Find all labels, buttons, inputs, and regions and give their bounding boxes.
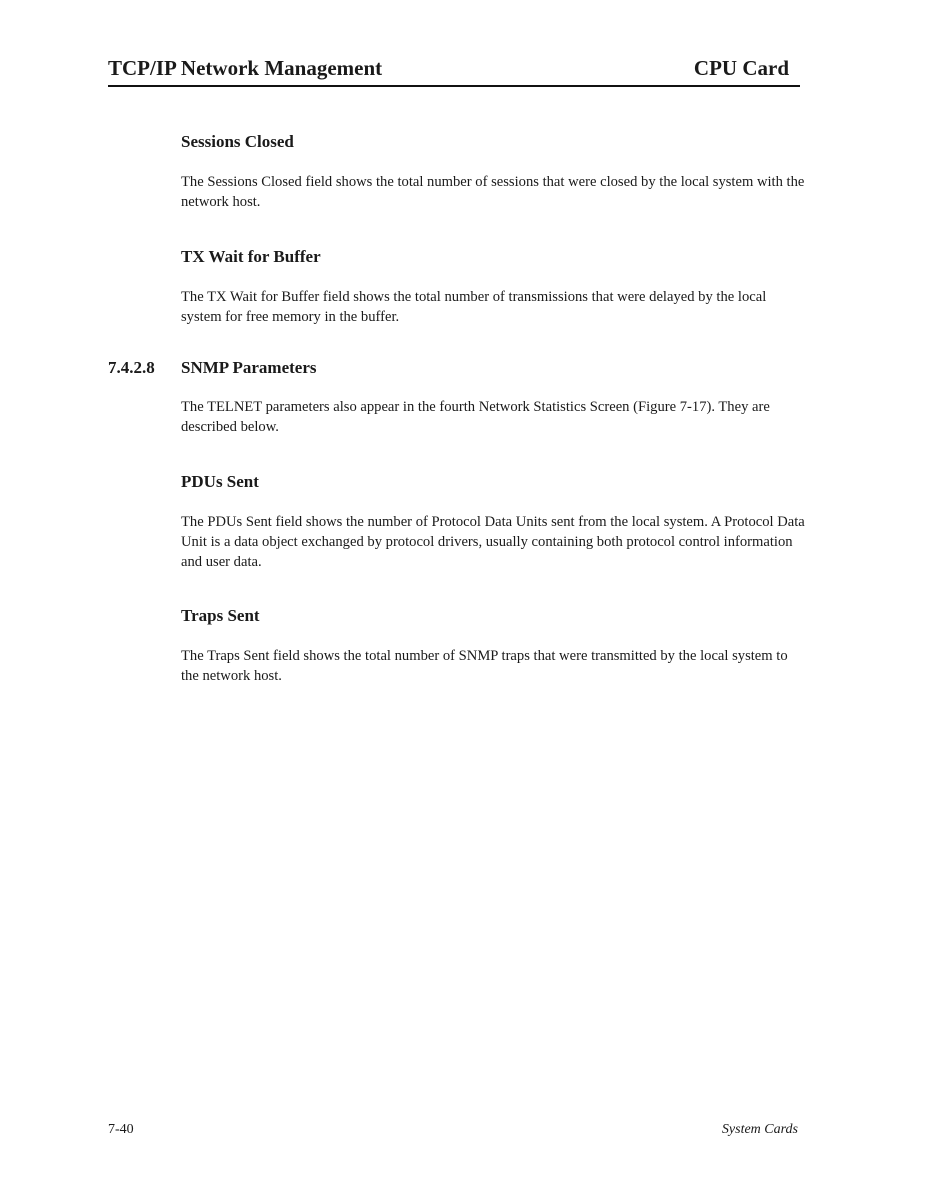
heading-pdus-sent: PDUs Sent (181, 472, 259, 491)
header-section-title: CPU Card (693, 56, 789, 80)
paragraph-snmp-parameters: The TELNET parameters also appear in the fourth Network Statistics Screen (Figure 7-17). They are described below. (181, 399, 770, 435)
heading-tx-wait-for-buffer: TX Wait for Buffer (181, 247, 321, 266)
paragraph-pdus-sent: The PDUs Sent field shows the number of Protocol Data Units sent from the local system. A Protocol Data Unit is a data object exchanged by protocol drivers, usually containing both protocol control information and user data. (181, 514, 805, 570)
heading-traps-sent: Traps Sent (181, 606, 260, 625)
section-number: 7.4.2.8 (108, 358, 155, 377)
heading-sessions-closed: Sessions Closed (181, 132, 294, 151)
heading-snmp-parameters: SNMP Parameters (181, 358, 317, 377)
footer-book-title: System Cards (721, 1122, 798, 1137)
paragraph-sessions-closed: The Sessions Closed field shows the total number of sessions that were closed by the local system with the network host. (181, 174, 805, 210)
paragraph-tx-wait-for-buffer: The TX Wait for Buffer field shows the total number of transmissions that were delayed by the local system for free memory in the buffer. (181, 289, 767, 325)
paragraph-traps-sent: The Traps Sent field shows the total number of SNMP traps that were transmitted by the local system to the network host. (181, 648, 788, 684)
footer-page-number: 7-40 (108, 1122, 134, 1137)
header-chapter-title: TCP/IP Network Management (108, 56, 383, 80)
page-header (108, 55, 800, 87)
